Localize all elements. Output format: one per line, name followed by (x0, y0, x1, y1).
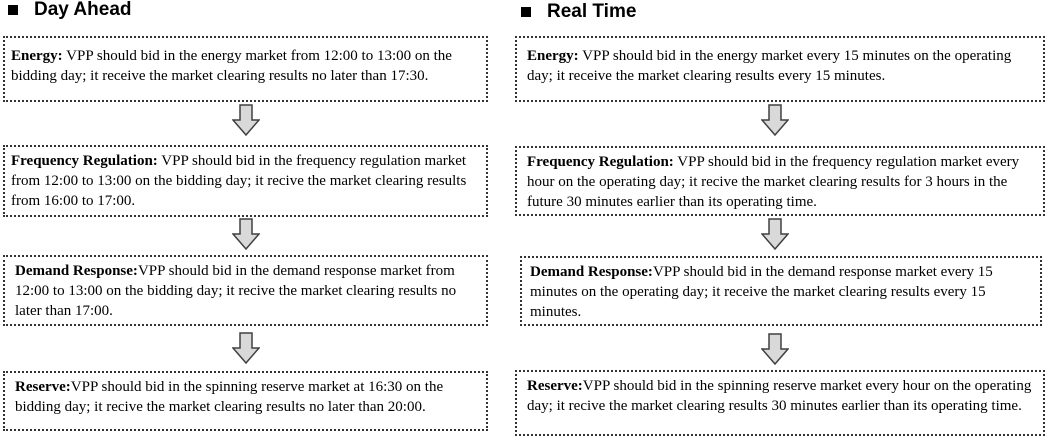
day-ahead-heading (8, 0, 132, 20)
real-time-heading (521, 2, 636, 22)
real-time-title: Real Time (547, 1, 637, 22)
down-arrow-icon (761, 218, 789, 250)
day-ahead-title: Day Ahead (34, 0, 132, 20)
energy-label: Energy: (11, 48, 63, 64)
reserve-label: Reserve: (15, 379, 71, 395)
demand-response-label: Demand Response: (15, 263, 138, 279)
demand-response-text: VPP should bid in the demand response market from 12:00 to 13:00 on the bidding day; it recive the market clearing results no later than 17:00. (15, 263, 457, 319)
down-arrow-icon (761, 333, 789, 365)
square-bullet-icon (8, 5, 18, 15)
energy-text: VPP should bid in the energy market every 15 minutes on the operating day; it receive the market clearing results every 15 minutes. (527, 48, 1012, 84)
energy-text: VPP should bid in the energy market from 12:00 to 13:00 on the bidding day; it receive the market clearing results no later than 17:30. (11, 48, 452, 84)
frequency-regulation-text: VPP should bid in the frequency regulation market every hour on the operating day; it recive the market clearing results for 3 hours in the future 30 minutes earlier than its operating time. (527, 154, 1020, 210)
down-arrow-icon (761, 104, 789, 136)
down-arrow-icon (232, 332, 260, 364)
demand-response-label: Demand Response: (530, 264, 653, 280)
square-bullet-icon (521, 7, 531, 17)
real-time-demand-box (520, 256, 1042, 326)
down-arrow-icon (232, 218, 260, 250)
down-arrow-icon (232, 104, 260, 136)
real-time-frequency-box (515, 146, 1045, 216)
real-time-energy-box (515, 36, 1045, 102)
day-ahead-demand-box (3, 255, 488, 326)
day-ahead-reserve-box (3, 371, 488, 431)
real-time-reserve-box (515, 370, 1045, 436)
frequency-regulation-label: Frequency Regulation: (527, 154, 674, 170)
frequency-regulation-label: Frequency Regulation: (11, 153, 158, 169)
reserve-label: Reserve: (527, 378, 583, 394)
day-ahead-frequency-box (3, 145, 488, 217)
day-ahead-energy-box (3, 36, 488, 102)
reserve-text: VPP should bid in the spinning reserve market every hour on the operating day; it recive the market clearing results 30 minutes earlier than its operating time. (527, 378, 1032, 414)
demand-response-text: VPP should bid in the demand response market every 15 minutes on the operating day; it receive the market clearing results every 15 minutes. (530, 264, 993, 320)
frequency-regulation-text: VPP should bid in the frequency regulation market from 12:00 to 13:00 on the bidding day; it recive the market clearing results from 16:00 to 17:00. (11, 153, 467, 209)
reserve-text: VPP should bid in the spinning reserve market at 16:30 on the bidding day; it recive the market clearing results no later than 20:00. (15, 379, 444, 415)
energy-label: Energy: (527, 48, 579, 64)
